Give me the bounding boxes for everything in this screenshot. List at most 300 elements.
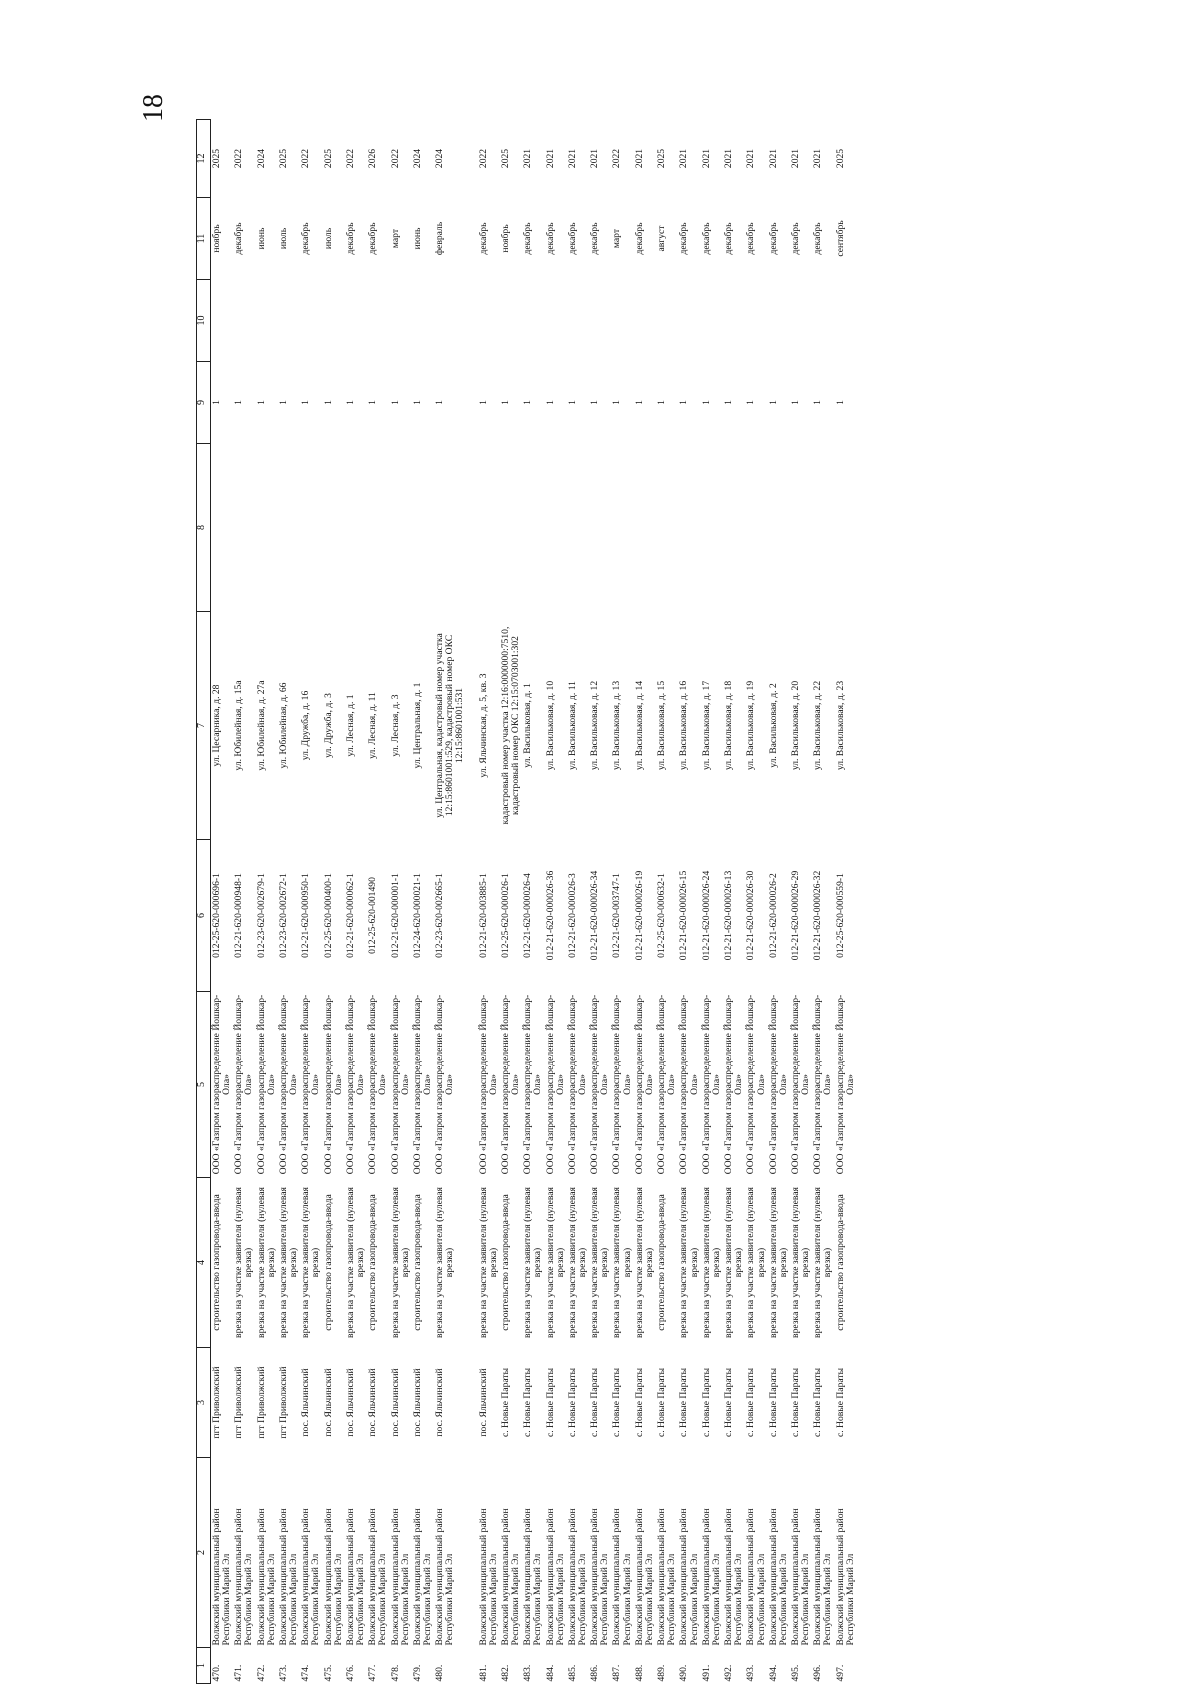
- table-cell: 012-21-620-000026-19: [633, 870, 645, 961]
- table-cell: декабрь: [745, 222, 757, 255]
- table-body: [211, 120, 857, 1684]
- table-cell: [790, 444, 812, 612]
- table-cell: 2024: [411, 148, 423, 169]
- table-cell: 2025: [499, 148, 511, 169]
- table-cell: Волжский муниципальный район Республики Марий Эл: [611, 1508, 633, 1646]
- table-cell: [835, 444, 857, 612]
- table-cell: ул. Васильковая, д. 2: [767, 683, 779, 768]
- table-cell: 012-21-620-003885-1: [477, 873, 489, 958]
- table-cell: строительство газопровода-ввода: [211, 1194, 222, 1331]
- table-cell: врезка на участке заявителя (нулевая врезка): [255, 1187, 277, 1338]
- table-row: [434, 120, 466, 1684]
- table-cell: с. Новые Параты: [678, 1367, 690, 1438]
- table-cell: ООО «Газпром газораспределение Йошкар-Ола»: [700, 994, 722, 1175]
- table-cell: 012-21-620-000026-30: [745, 870, 757, 961]
- table-cell: 2021: [789, 148, 801, 169]
- table-cell: 471.: [233, 1664, 245, 1682]
- table-cell: пос. Яльчинский: [367, 1368, 379, 1437]
- table-cell: с. Новые Параты: [789, 1367, 801, 1438]
- table-cell: 2021: [633, 148, 645, 169]
- table-cell: 2025: [656, 148, 668, 169]
- table-cell: ноябрь: [499, 224, 511, 253]
- table-cell: 483.: [522, 1664, 534, 1682]
- table-cell: Волжский муниципальный район Республики Марий Эл: [589, 1508, 611, 1646]
- table-cell: ООО «Газпром газораспределение Йошкар-Ола»: [522, 994, 544, 1175]
- table-cell: [701, 280, 723, 362]
- table-cell: ул. Лесная, д. 1: [344, 694, 356, 757]
- table-cell: 012-21-620-000026-4: [522, 873, 534, 958]
- table-cell: ул. Васильковая, д. 22: [812, 680, 824, 771]
- table-cell: ООО «Газпром газораспределение Йошкар-Ола»: [477, 994, 499, 1175]
- table-cell: [745, 444, 767, 612]
- table-cell: 474.: [300, 1664, 312, 1682]
- table-row: [835, 120, 857, 1684]
- table-cell: 2022: [344, 148, 356, 169]
- table-cell: 1: [389, 400, 401, 405]
- table-cell: врезка на участке заявителя (нулевая врезка): [812, 1187, 834, 1338]
- table-cell: 479.: [411, 1664, 423, 1682]
- gas-connection-table: [196, 119, 857, 1684]
- table-cell: июль: [277, 227, 289, 250]
- table-cell: с. Новые Параты: [633, 1367, 645, 1438]
- table-cell: 2022: [389, 148, 401, 169]
- table-cell: [634, 280, 656, 362]
- table-cell: Волжский муниципальный район Республики Марий Эл: [678, 1508, 700, 1646]
- table-cell: март: [389, 228, 401, 249]
- table-cell: 478.: [389, 1664, 401, 1682]
- table-cell: [300, 444, 322, 612]
- table-cell: 1: [300, 400, 312, 405]
- table-row: [611, 120, 633, 1684]
- table-cell: ул. Юбилейная, д. 27а: [255, 680, 267, 771]
- table-row: [545, 120, 567, 1684]
- table-cell: врезка на участке заявителя (нулевая врезка): [233, 1187, 255, 1338]
- table-cell: врезка на участке заявителя (нулевая врезка): [544, 1187, 566, 1338]
- table-cell: декабрь: [344, 222, 356, 255]
- table-cell: врезка на участке заявителя (нулевая врезка): [678, 1187, 700, 1338]
- table-cell: 1: [277, 400, 289, 405]
- table-cell: 012-21-620-000026-36: [544, 870, 556, 961]
- table-cell: ООО «Газпром газораспределение Йошкар-Ола»: [589, 994, 611, 1175]
- table-cell: ООО «Газпром газораспределение Йошкар-Ола»: [566, 994, 588, 1175]
- table-cell: 1: [233, 400, 245, 405]
- table-cell: ул. Васильковая, д. 16: [678, 680, 690, 771]
- table-cell: ООО «Газпром газораспределение Йошкар-Ола»: [499, 994, 522, 1175]
- table-cell: 1: [723, 400, 735, 405]
- table-cell: [412, 444, 434, 612]
- table-cell: с. Новые Параты: [700, 1367, 712, 1438]
- table-cell: ул. Лесная, д. 3: [389, 694, 401, 757]
- table-cell: 477.: [367, 1664, 379, 1682]
- column-number: 2: [197, 1458, 211, 1648]
- table-cell: строительство газопровода-ввода: [499, 1194, 511, 1331]
- table-cell: ООО «Газпром газораспределение Йошкар-Ола»: [211, 994, 233, 1175]
- table-cell: декабрь: [566, 222, 578, 255]
- table-cell: 485.: [566, 1664, 578, 1682]
- table-cell: [345, 280, 367, 362]
- column-number-row: [197, 120, 211, 1684]
- table-cell: 012-21-620-000026-2: [767, 873, 779, 958]
- table-cell: [589, 444, 611, 612]
- table-cell: [522, 444, 544, 612]
- table-cell: 1: [678, 400, 690, 405]
- table-cell: врезка на участке заявителя (нулевая врезка): [723, 1187, 745, 1338]
- table-cell: врезка на участке заявителя (нулевая врезка): [477, 1187, 499, 1338]
- table-cell: [678, 280, 700, 362]
- table-cell: Волжский муниципальный район Республики Марий Эл: [322, 1508, 344, 1646]
- table-cell: 1: [767, 400, 779, 405]
- table-cell: 012-25-620-000026-1: [499, 873, 511, 958]
- table-cell: 012-21-620-000026-3: [566, 873, 578, 958]
- table-cell: 487.: [611, 1664, 623, 1682]
- table-cell: декабрь: [700, 222, 712, 255]
- table-cell: [345, 444, 367, 612]
- table-cell: 484.: [544, 1664, 556, 1682]
- table-row: [634, 120, 656, 1684]
- table-cell: 470.: [211, 1664, 222, 1682]
- table-cell: 2021: [767, 148, 779, 169]
- table-cell: 1: [611, 400, 623, 405]
- table-cell: [211, 444, 234, 612]
- table-cell: врезка на участке заявителя (нулевая врезка): [767, 1187, 789, 1338]
- table-cell: июнь: [411, 227, 423, 250]
- table-cell: с. Новые Параты: [589, 1367, 601, 1438]
- table-cell: врезка на участке заявителя (нулевая врезка): [434, 1187, 456, 1338]
- table-cell: 2021: [700, 148, 712, 169]
- table-cell: 1: [322, 400, 334, 405]
- table-cell: [390, 444, 412, 612]
- table-cell: 012-21-620-000026-29: [789, 870, 801, 961]
- table-cell: врезка на участке заявителя (нулевая врезка): [700, 1187, 722, 1338]
- table-cell: 012-21-620-000026-24: [700, 870, 712, 961]
- table-cell: [467, 444, 500, 612]
- table-cell: ул. Васильковая, д. 1: [522, 683, 534, 768]
- table-cell: [233, 444, 255, 612]
- table-cell: [278, 280, 300, 362]
- table-cell: 012-21-620-000001-1: [389, 873, 401, 958]
- table-cell: ООО «Газпром газораспределение Йошкар-Ола»: [367, 994, 389, 1175]
- table-cell: врезка на участке заявителя (нулевая врезка): [745, 1187, 767, 1338]
- table-cell: декабрь: [367, 222, 379, 255]
- table-cell: [768, 280, 790, 362]
- table-cell: ноябрь: [211, 224, 222, 253]
- table-cell: ООО «Газпром газораспределение Йошкар-Ола»: [233, 994, 255, 1175]
- table-row: [768, 120, 790, 1684]
- table-cell: [323, 280, 345, 362]
- table-cell: 482.: [499, 1664, 511, 1682]
- table-row: [211, 120, 234, 1684]
- table-cell: с. Новые Параты: [544, 1367, 556, 1438]
- table-cell: [545, 280, 567, 362]
- table-cell: 1: [499, 400, 511, 405]
- column-number: 4: [197, 1178, 211, 1348]
- table-cell: декабрь: [477, 222, 489, 255]
- table-cell: ул. Васильковая, д. 18: [723, 680, 735, 771]
- table-cell: Волжский муниципальный район Республики Марий Эл: [211, 1508, 233, 1646]
- table-cell: ООО «Газпром газораспределение Йошкар-Ола»: [745, 994, 767, 1175]
- table-cell: ул. Васильковая, д. 23: [834, 680, 846, 771]
- table-row: [345, 120, 367, 1684]
- table-cell: [323, 444, 345, 612]
- table-cell: [812, 444, 834, 612]
- table-cell: [256, 280, 278, 362]
- column-number: 1: [197, 1648, 211, 1684]
- table-cell: врезка на участке заявителя (нулевая врезка): [277, 1187, 300, 1338]
- table-cell: 2021: [745, 148, 757, 169]
- table-cell: ООО «Газпром газораспределение Йошкар-Ола»: [255, 994, 277, 1175]
- table-cell: [611, 444, 633, 612]
- table-cell: ООО «Газпром газораспределение Йошкар-Ола»: [611, 994, 633, 1175]
- table-row: [278, 120, 300, 1684]
- column-number: 12: [197, 120, 211, 198]
- table-cell: строительство газопровода-ввода: [834, 1194, 846, 1331]
- table-cell: ООО «Газпром газораспределение Йошкар-Ола»: [389, 994, 411, 1175]
- table-cell: ООО «Газпром газораспределение Йошкар-Ола»: [789, 994, 812, 1175]
- table-cell: июнь: [255, 227, 267, 250]
- table-cell: врезка на участке заявителя (нулевая врезка): [344, 1187, 367, 1338]
- table-cell: ООО «Газпром газораспределение Йошкар-Ола»: [656, 994, 678, 1175]
- table-cell: Волжский муниципальный район Республики Марий Эл: [389, 1508, 411, 1646]
- table-cell: декабрь: [789, 222, 801, 255]
- table-cell: декабрь: [233, 222, 245, 255]
- table-cell: врезка на участке заявителя (нулевая врезка): [522, 1187, 544, 1338]
- table-cell: пгт Приволжский: [277, 1366, 289, 1439]
- table-cell: 012-23-620-002679-1: [255, 873, 267, 958]
- table-cell: [790, 280, 812, 362]
- table-cell: Волжский муниципальный район Республики Марий Эл: [834, 1508, 856, 1646]
- table-cell: 1: [834, 400, 846, 405]
- table-row: [300, 120, 322, 1684]
- column-number: 7: [197, 612, 211, 840]
- table-cell: 486.: [589, 1664, 601, 1682]
- table-cell: ООО «Газпром газораспределение Йошкар-Ола»: [411, 994, 433, 1175]
- table-cell: 481.: [477, 1664, 489, 1682]
- table-cell: врезка на участке заявителя (нулевая врезка): [300, 1187, 322, 1338]
- table-cell: 1: [255, 400, 267, 405]
- table-cell: Волжский муниципальный район Республики Марий Эл: [745, 1508, 767, 1646]
- table-cell: 2024: [434, 148, 446, 169]
- column-number: 10: [197, 280, 211, 362]
- table-cell: 493.: [745, 1664, 757, 1682]
- table-cell: 2021: [522, 148, 534, 169]
- table-cell: ул. Юбилейная, д. 66: [277, 682, 289, 769]
- table-cell: ООО «Газпром газораспределение Йошкар-Ола»: [300, 994, 322, 1175]
- table-cell: [367, 444, 389, 612]
- table-cell: ул. Дружба, д. 16: [300, 690, 312, 761]
- table-cell: [500, 444, 522, 612]
- table-cell: [211, 280, 234, 362]
- table-cell: 496.: [812, 1664, 824, 1682]
- table-cell: [835, 280, 857, 362]
- table-cell: декабрь: [522, 222, 534, 255]
- table-cell: 012-25-620-000632-1: [656, 873, 668, 958]
- table-cell: 012-21-620-003747-1: [611, 873, 623, 958]
- table-cell: 1: [544, 400, 556, 405]
- table-row: [723, 120, 745, 1684]
- table-cell: 1: [589, 400, 601, 405]
- table-cell: [545, 444, 567, 612]
- table-cell: ООО «Газпром газораспределение Йошкар-Ола»: [678, 994, 700, 1175]
- table-cell: 2021: [566, 148, 578, 169]
- table-cell: ул. Центральная, кадастровый номер участка 12:15:8601001:529, кадастровый номер ОКС 12:15:8601001:531: [434, 633, 466, 818]
- table-cell: 2021: [544, 148, 556, 169]
- table-cell: 012-21-620-000950-1: [300, 873, 312, 958]
- table-cell: [745, 280, 767, 362]
- table-cell: ул. Васильковая, д. 15: [656, 680, 668, 771]
- table-cell: декабрь: [723, 222, 735, 255]
- table-cell: пгт Приволжский: [255, 1366, 267, 1439]
- table-cell: 2025: [211, 148, 222, 169]
- table-row: [522, 120, 544, 1684]
- table-cell: [278, 444, 300, 612]
- table-cell: 012-21-620-000062-1: [344, 873, 356, 958]
- table-cell: Волжский муниципальный район Республики Марий Эл: [656, 1508, 678, 1646]
- table-cell: пос. Яльчинский: [344, 1368, 356, 1437]
- table-cell: ул. Дружба, д. 3: [322, 693, 334, 758]
- table-cell: Волжский муниципальный район Республики Марий Эл: [499, 1508, 522, 1646]
- table-cell: [434, 444, 466, 612]
- page-number: 18: [138, 94, 169, 122]
- table-cell: 1: [745, 400, 757, 405]
- table-cell: пос. Яльчинский: [322, 1368, 334, 1437]
- table-cell: ул. Яльчинская, д. 5, кв. 3: [477, 673, 489, 778]
- table-cell: Волжский муниципальный район Республики Марий Эл: [544, 1508, 566, 1646]
- column-number: 6: [197, 840, 211, 992]
- table-cell: ООО «Газпром газораспределение Йошкар-Ола»: [434, 994, 456, 1175]
- table-cell: пгт Приволжский: [233, 1366, 245, 1439]
- table-cell: [500, 280, 522, 362]
- table-cell: 475.: [322, 1664, 334, 1682]
- table-cell: 2025: [834, 148, 846, 169]
- table-cell: врезка на участке заявителя (нулевая врезка): [389, 1187, 411, 1338]
- table-cell: [434, 280, 466, 362]
- table-cell: [768, 444, 790, 612]
- table-cell: Волжский муниципальный район Республики Марий Эл: [700, 1508, 722, 1646]
- column-number: 11: [197, 198, 211, 280]
- table-cell: 1: [789, 400, 801, 405]
- table-cell: ул. Центральная, д. 1: [411, 682, 423, 769]
- table-cell: декабрь: [544, 222, 556, 255]
- table-row: [589, 120, 611, 1684]
- table-cell: 1: [211, 400, 222, 405]
- table-cell: [723, 444, 745, 612]
- table-cell: ул. Лесная, д. 11: [367, 692, 379, 759]
- table-cell: строительство газопровода-ввода: [322, 1194, 334, 1331]
- table-cell: Волжский муниципальный район Республики Марий Эл: [300, 1508, 322, 1646]
- table-cell: с. Новые Параты: [499, 1367, 511, 1438]
- table-cell: пос. Яльчинский: [477, 1368, 489, 1437]
- table-cell: [522, 280, 544, 362]
- table-cell: 2022: [233, 148, 245, 169]
- table-cell: ООО «Газпром газораспределение Йошкар-Ола»: [322, 994, 344, 1175]
- table-cell: кадастровый номер участка 12:16:0000000:7510, кадастровый номер ОКС 12:15:0703001:302: [499, 626, 522, 825]
- column-number: 9: [197, 362, 211, 444]
- table-cell: [812, 280, 834, 362]
- table-cell: врезка на участке заявителя (нулевая врезка): [789, 1187, 812, 1338]
- table-cell: февраль: [434, 221, 446, 256]
- table-cell: с. Новые Параты: [745, 1367, 757, 1438]
- table-cell: [723, 280, 745, 362]
- table-cell: ул. Васильковая, д. 17: [700, 680, 712, 771]
- table-cell: декабрь: [300, 222, 312, 255]
- rotated-table-sheet: [196, 120, 1081, 1684]
- table-cell: ООО «Газпром газораспределение Йошкар-Ола»: [767, 994, 789, 1175]
- table-cell: [634, 444, 656, 612]
- table-cell: Волжский муниципальный район Республики Марий Эл: [522, 1508, 544, 1646]
- table-cell: ул. Васильковая, д. 12: [589, 680, 601, 771]
- table-cell: Волжский муниципальный район Республики Марий Эл: [723, 1508, 745, 1646]
- table-row: [701, 120, 723, 1684]
- table-cell: [701, 444, 723, 612]
- table-cell: декабрь: [767, 222, 779, 255]
- table-cell: [233, 280, 255, 362]
- table-cell: 012-21-620-000026-15: [678, 870, 690, 961]
- table-cell: [412, 280, 434, 362]
- table-cell: сентябрь: [834, 220, 846, 257]
- table-cell: пос. Яльчинский: [389, 1368, 401, 1437]
- table-row: [233, 120, 255, 1684]
- table-cell: 476.: [344, 1664, 356, 1682]
- table-cell: с. Новые Параты: [656, 1367, 668, 1438]
- table-cell: Волжский муниципальный район Республики Марий Эл: [477, 1508, 499, 1646]
- table-cell: врезка на участке заявителя (нулевая врезка): [566, 1187, 588, 1338]
- table-cell: пос. Яльчинский: [411, 1368, 423, 1437]
- table-cell: 497.: [834, 1664, 846, 1682]
- table-cell: 1: [700, 400, 712, 405]
- table-cell: врезка на участке заявителя (нулевая врезка): [633, 1187, 655, 1338]
- table-cell: ул. Васильковая, д. 20: [789, 680, 801, 771]
- table-cell: 012-25-620-001490: [367, 877, 379, 954]
- table-cell: пос. Яльчинский: [434, 1368, 446, 1437]
- table-cell: март: [611, 228, 623, 249]
- table-cell: ул. Васильковая, д. 14: [633, 680, 645, 771]
- table-cell: 012-25-620-000400-1: [322, 873, 334, 958]
- table-cell: июль: [322, 227, 334, 250]
- table-cell: декабрь: [633, 222, 645, 255]
- table-cell: 2025: [277, 148, 289, 169]
- table-cell: 2024: [255, 148, 267, 169]
- table-cell: декабрь: [678, 222, 690, 255]
- table-row: [678, 120, 700, 1684]
- table-cell: ООО «Газпром газораспределение Йошкар-Ола»: [277, 994, 300, 1175]
- column-number: 8: [197, 444, 211, 612]
- table-row: [256, 120, 278, 1684]
- table-cell: 494.: [767, 1664, 779, 1682]
- column-number: 5: [197, 992, 211, 1178]
- table-cell: 012-23-620-002665-1: [434, 873, 446, 958]
- table-cell: Волжский муниципальный район Республики Марий Эл: [255, 1508, 277, 1646]
- table-cell: 2021: [589, 148, 601, 169]
- table-cell: с. Новые Параты: [611, 1367, 623, 1438]
- table-cell: пгт Приволжский: [211, 1366, 222, 1439]
- table-cell: 492.: [723, 1664, 735, 1682]
- table-cell: Волжский муниципальный район Республики Марий Эл: [233, 1508, 255, 1646]
- table-cell: 012-24-620-000021-1: [411, 873, 423, 958]
- table-cell: ул. Васильковая, д. 11: [566, 681, 578, 770]
- table-cell: декабрь: [589, 222, 601, 255]
- table-cell: Волжский муниципальный район Республики Марий Эл: [277, 1508, 300, 1646]
- table-row: [323, 120, 345, 1684]
- table-cell: 012-21-620-000026-34: [589, 870, 601, 961]
- table-cell: 1: [656, 400, 668, 405]
- table-cell: Волжский муниципальный район Республики Марий Эл: [434, 1508, 456, 1646]
- table-cell: 012-23-620-002672-1: [277, 873, 289, 958]
- table-cell: с. Новые Параты: [566, 1367, 578, 1438]
- table-cell: [300, 280, 322, 362]
- table-cell: строительство газопровода-ввода: [367, 1194, 379, 1331]
- table-row: [812, 120, 834, 1684]
- column-number: 3: [197, 1348, 211, 1458]
